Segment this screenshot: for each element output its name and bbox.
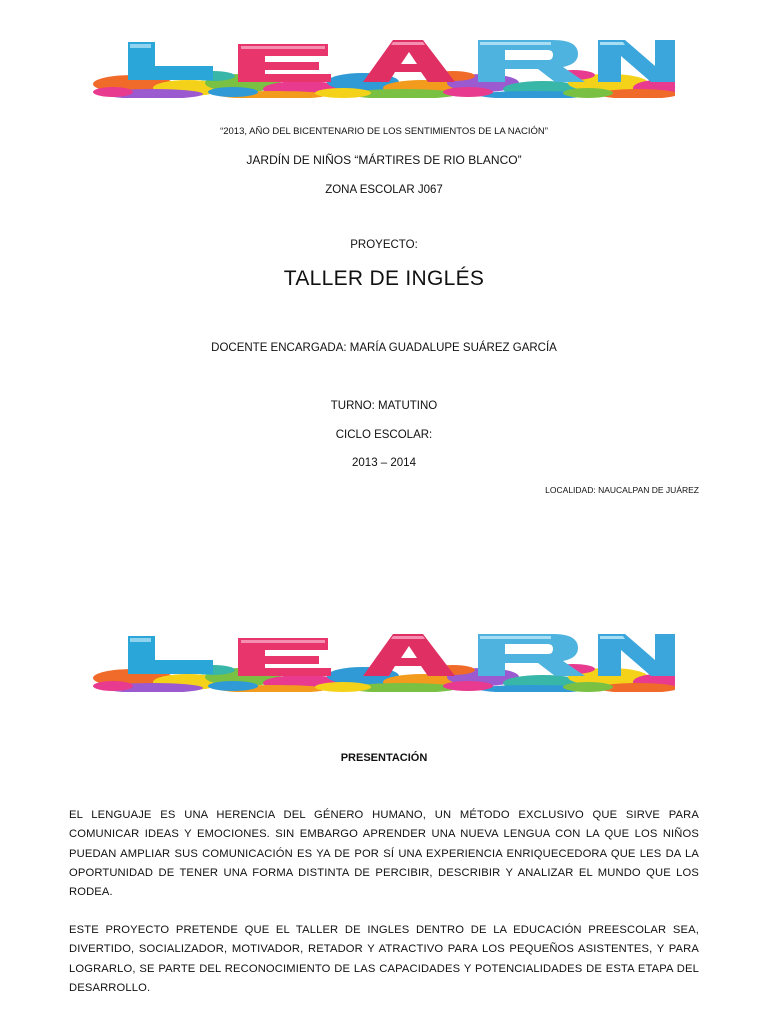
learn-banner-bottom xyxy=(93,630,675,692)
school-name: JARDÍN DE NIÑOS “MÁRTIRES DE RIO BLANCO” xyxy=(246,153,522,167)
learn-banner-image xyxy=(93,36,675,98)
cycle-years: 2013 – 2014 xyxy=(352,457,416,469)
presentation-heading: PRESENTACIÓN xyxy=(340,752,428,764)
project-label: PROYECTO: xyxy=(350,239,418,251)
shift-line: TURNO: MATUTINO xyxy=(330,400,438,412)
page-title: TALLER DE INGLÉS xyxy=(283,267,485,290)
learn-banner-top xyxy=(93,36,675,98)
school-zone: ZONA ESCOLAR J067 xyxy=(325,184,443,196)
cycle-label: CICLO ESCOLAR: xyxy=(335,429,433,441)
teacher-line: DOCENTE ENCARGADA: MARÍA GUADALUPE SUÁREZ GARCÍA xyxy=(211,342,557,354)
learn-banner-image xyxy=(93,630,675,692)
locality-line: LOCALIDAD: NAUCALPAN DE JUÁREZ xyxy=(545,485,699,495)
presentation-paragraph-2: ESTE PROYECTO PRETENDE QUE EL TALLER DE INGLES DENTRO DE LA EDUCACIÓN PREESCOLAR SEA, DIVERTIDO, SOCIALIZADOR, MOTIVADOR, RETADOR Y ATRACTIVO PARA LOS PEQUEÑOS ASISTENTES, Y PARA LOGRARLO, SE PARTE DEL RECONOCIMIENTO DE LAS CAPACIDADES Y POTENCIALIDADES DE ESTA ETAPA DEL DESARROLLO. xyxy=(69,924,699,994)
motto-line: “2013, AÑO DEL BICENTENARIO DE LOS SENTIMIENTOS DE LA NACIÓN” xyxy=(220,126,548,137)
presentation-paragraph-1: EL LENGUAJE ES UNA HERENCIA DEL GÉNERO HUMANO, UN MÉTODO EXCLUSIVO QUE SIRVE PARA COMUNICAR IDEAS Y EMOCIONES. SIN EMBARGO APRENDER UNA NUEVA LENGUA CON LA QUE LOS NIÑOS PUEDAN AMPLIAR SUS COMUNICACIÓN ES YA DE POR SÍ UNA EXPERIENCIA ENRIQUECEDORA QUE LES DA LA OPORTUNIDAD DE TENER UNA FORMA DISTINTA DE PERCIBIR, DESCRIBIR Y ANALIZAR EL MUNDO QUE LOS RODEA. xyxy=(69,809,699,899)
